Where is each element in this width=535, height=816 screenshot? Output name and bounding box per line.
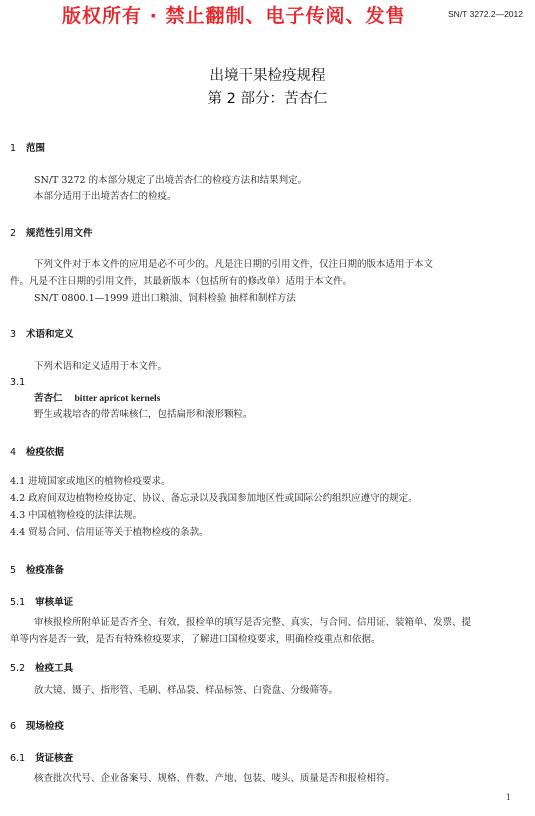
term-definition: 野生或栽培杏的带苦味核仁，包括扁形和滚形颗粒。 [34,409,253,420]
paragraph: 下列文件对于本文件的应用是必不可少的。凡是注日期的引用文件，仅注日期的版本适用于本文 [34,259,434,270]
paragraph: 本部分适用于出境苦杏仁的检疫。 [34,191,177,202]
subsection-title: 检疫工具 [35,663,74,674]
section-title: 术语和定义 [26,329,74,340]
section-number: 1 [10,143,17,154]
paragraph: SN/T 3272 的本部分规定了出境苦杏仁的检疫方法和结果判定。 [34,175,308,186]
section-heading-scope [10,140,45,154]
subsection-title: 货证核查 [35,753,74,764]
section-heading-normative-references [10,225,93,239]
section-heading-preparation [10,562,64,576]
copyright-watermark: 版权所有 · 禁止翻制、电子传阅、发售 [62,5,406,27]
subsection-number: 6.1 [10,753,26,764]
subsection-number: 5.2 [10,663,26,674]
term-entry [34,392,160,406]
document-title: 出境干果检疫规程 [209,68,326,84]
subsection-title: 审核单证 [35,597,74,608]
paragraph: 核查批次代号、企业备案号、规格、件数、产地、包装、唛头、质量是否和报检相符。 [34,773,396,784]
paragraph: 单等内容是否一致，是否有特殊检疫要求，了解进口国检疫要求，明确检疫重点和依据。 [10,634,381,645]
section-number: 6 [10,721,17,732]
section-number: 4 [10,447,17,458]
paragraph: 审核报检所附单证是否齐全、有效，报检单的填写是否完整、真实，与合同、信用证、装箱单、发票、提 [34,617,472,628]
section-title: 规范性引用文件 [26,228,93,239]
page-number: 1 [505,793,511,802]
list-item: 4.4 贸易合同、信用证等关于植物检疫的条款。 [10,527,209,538]
term-chinese: 苦杏仁 [34,393,63,404]
reference-entry: SN/T 0800.1—1999 进出口粮油、饲料检验 抽样和制样方法 [34,293,296,304]
standard-number: SN/T 3272.2—2012 [448,9,523,19]
paragraph: 下列术语和定义适用于本文件。 [34,361,168,372]
section-title: 范围 [26,143,46,154]
document-subtitle: 第 2 部分：苦杏仁 [207,91,328,107]
section-number: 5 [10,565,17,576]
section-title: 现场检疫 [26,721,65,732]
section-title: 检疫依据 [26,447,65,458]
list-item: 4.2 政府间双边植物检疫协定、协议、备忘录以及我国参加地区性或国际公约组织应遵守的规定。 [10,493,418,504]
term-english: bitter apricot kernels [74,394,161,404]
section-title: 检疫准备 [26,565,65,576]
list-item: 4.1 进境国家或地区的植物检疫要求。 [10,476,171,487]
section-number: 3 [10,329,17,340]
subsection-number: 5.1 [10,597,26,608]
section-heading-onsite-inspection [10,718,64,732]
paragraph: 件。凡是不注日期的引用文件，其最新版本（包括所有的修改单）适用于本文件。 [10,276,353,287]
subsection-heading-document-review [10,594,73,608]
paragraph: 放大镜、镊子、指形管、毛刷、样品袋、样品标签、白瓷盘、分级筛等。 [34,685,339,696]
subsection-heading-document-check [10,750,73,764]
section-heading-terms [10,326,74,340]
section-number: 2 [10,228,17,239]
list-item: 4.3 中国植物检疫的法律法规。 [10,510,143,521]
subsection-heading-tools [10,660,73,674]
term-number: 3.1 [10,377,26,388]
section-heading-basis [10,444,64,458]
